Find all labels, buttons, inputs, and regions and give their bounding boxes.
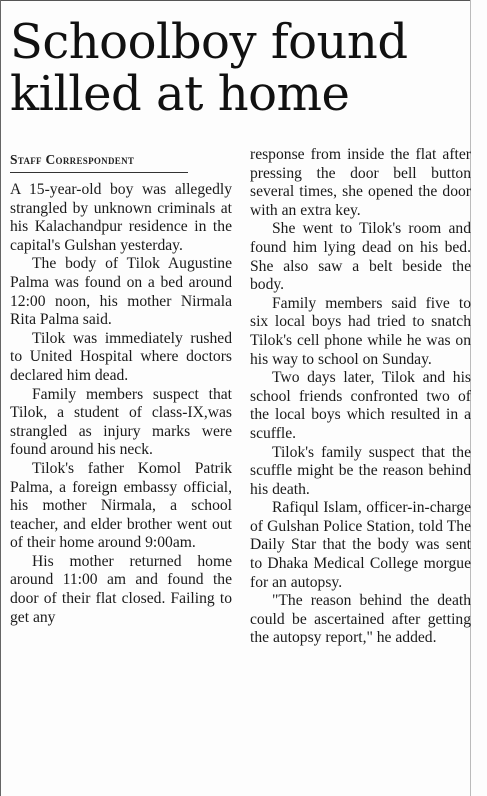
- paragraph: "The reason behind the death could be ascertained after getting the autopsy report," he added.: [250, 592, 471, 647]
- left-edge-rule: [0, 0, 1, 796]
- article-headline: Schoolboy found killed at home: [10, 14, 408, 122]
- paragraph: Tilok was immediately rushed to United Hospital where doctors declared him dead.: [10, 329, 232, 384]
- paragraph: Two days later, Tilok and his school friends confronted two of the local boys which resulted in a scuffle.: [250, 369, 471, 442]
- paragraph: Tilok's family suspect that the scuffle might be the reason behind his death.: [250, 443, 471, 498]
- paragraph: The body of Tilok Augustine Palma was found on a bed around 12:00 noon, his mother Nirmala Rita Palma said.: [10, 255, 232, 329]
- top-rule: [0, 0, 470, 1]
- left-column: [10, 181, 232, 627]
- paragraph: She went to Tilok's room and found him lying dead on his bed. She also saw a belt beside the body.: [250, 220, 471, 294]
- right-column: [250, 146, 471, 648]
- paragraph: His mother returned home around 11:00 am and found the door of their flat closed. Failing to get any: [10, 552, 232, 626]
- article-byline: Staff Correspondent: [10, 152, 188, 173]
- paragraph: response from inside the flat after pressing the door bell button several times, she opened the door with an extra key.: [250, 146, 471, 219]
- paragraph: Family members said five to six local boys had tried to snatch Tilok's cell phone while he was on his way to school on Sunday.: [250, 294, 471, 368]
- paragraph: Family members suspect that Tilok, a student of class-IX,was strangled as injury marks were found around his neck.: [10, 385, 232, 459]
- paragraph: Rafiqul Islam, officer-in-charge of Gulshan Police Station, told The Daily Star that the body was sent to Dhaka Medical College morgue for an autopsy.: [250, 499, 471, 591]
- paragraph: Tilok's father Komol Patrik Palma, a foreign embassy official, his mother Nirmala, a school teacher, and elder brother went out of their home around 9:00am.: [10, 459, 232, 552]
- paragraph: A 15-year-old boy was allegedly strangled by unknown criminals at his Kalachandpur residence in the capital's Gulshan yesterday.: [10, 181, 232, 254]
